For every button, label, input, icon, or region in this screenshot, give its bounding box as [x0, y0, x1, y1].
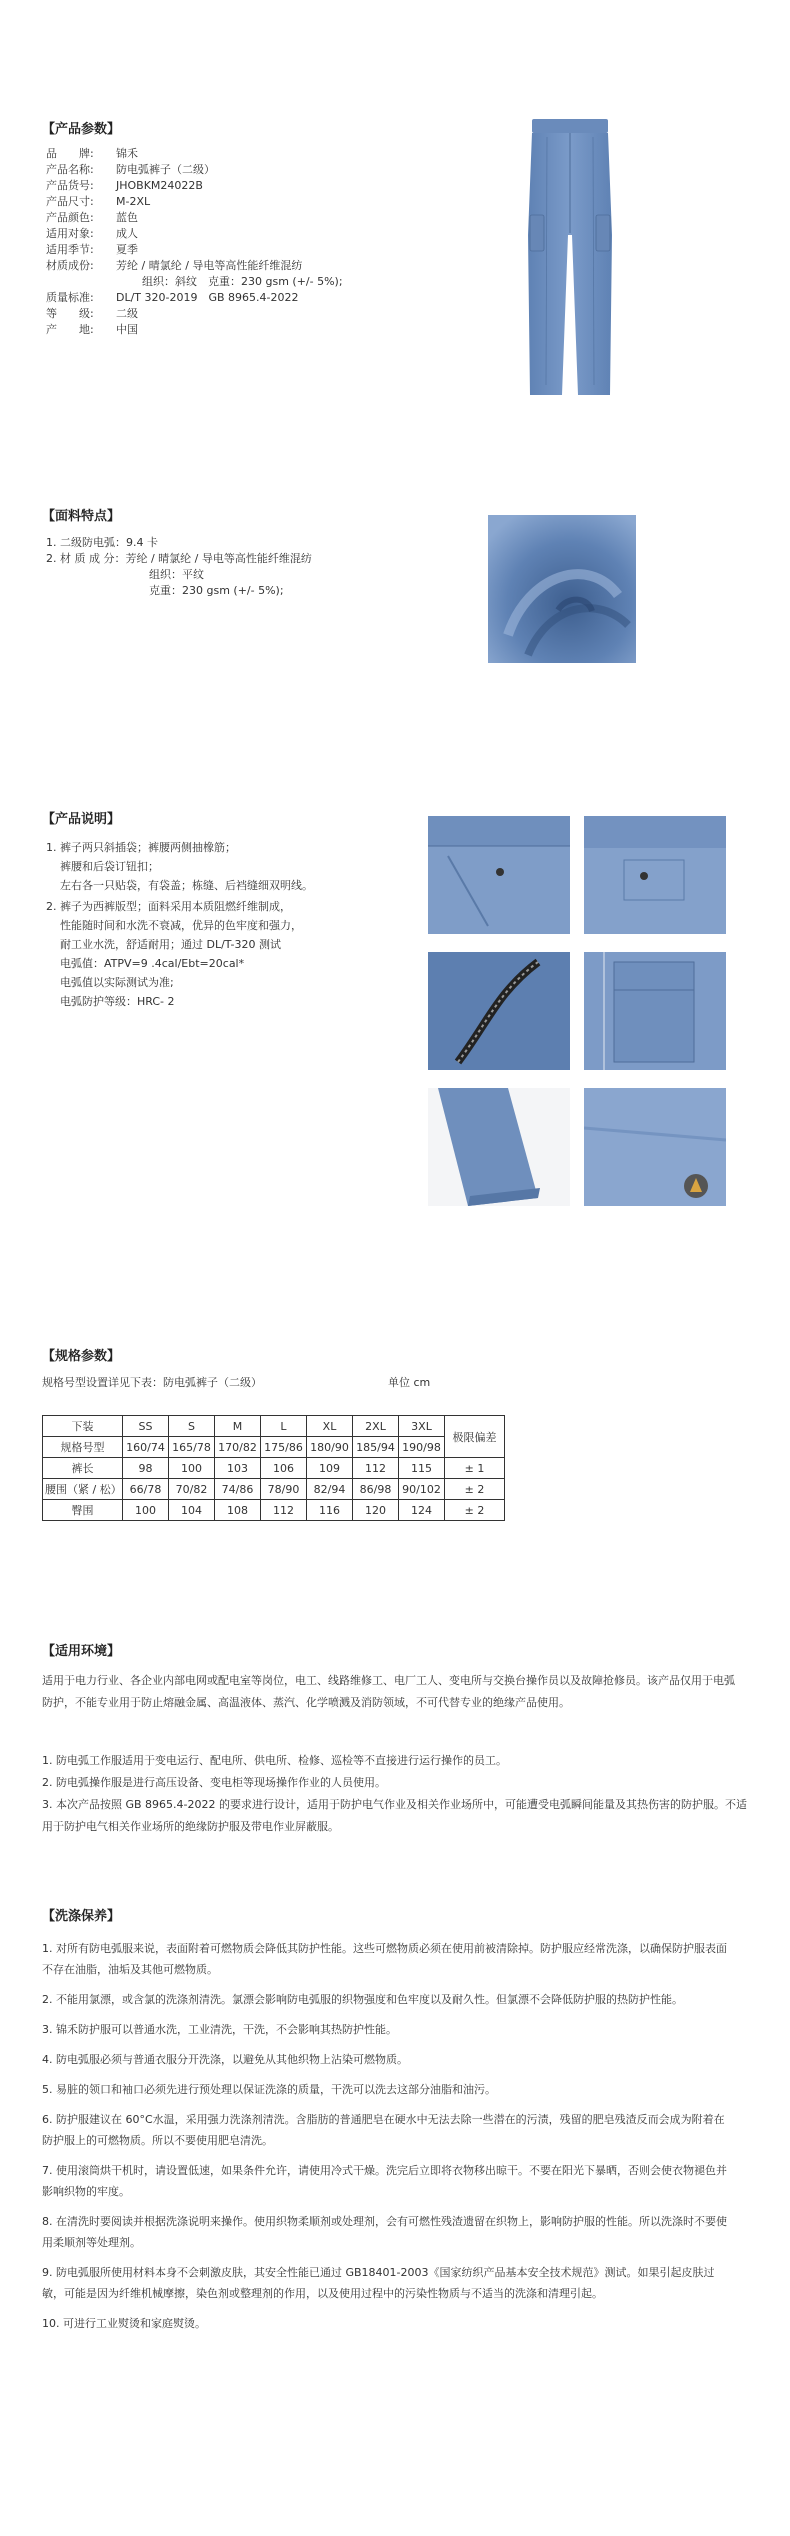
table-cell: 108	[215, 1500, 261, 1521]
table-cell: M	[215, 1416, 261, 1437]
desc-line-2: 裤腰和后袋订钮扣；	[60, 860, 159, 873]
param-row-sku: 产品货号: JHOBKM24022B	[46, 179, 203, 192]
detail-image-side-pocket	[584, 952, 726, 1070]
table-cell: 170/82	[215, 1437, 261, 1458]
table-cell: 74/86	[215, 1479, 261, 1500]
detail-image-zipper	[428, 952, 570, 1070]
table-cell: L	[261, 1416, 307, 1437]
table-cell: 100	[169, 1458, 215, 1479]
env-item-2: 2. 防电弧操作服是进行高压设备、变电柜等现场操作作业的人员使用。	[42, 1776, 386, 1789]
table-row	[43, 1458, 505, 1479]
env-list	[42, 1750, 752, 1838]
fabric-line-material: 2. 材 质 成 分：芳纶 / 晴氯纶 / 导电等高性能纤维混纺	[46, 552, 312, 565]
table-cell: 90/102	[399, 1479, 445, 1500]
param-row-grade: 等 级: 二级	[46, 307, 138, 320]
care-item-9: 9. 防电弧服所使用材料本身不会刺激皮肤，其安全性能已通过 GB18401-2003《国家纺织产品基本安全技术规范》测试。如果引起皮肤过敏，可能是因为纤维机械摩擦，染色剂或整理剂的作用，以及使用过程中的污染性物质与不适当的洗涤和清理引起。	[42, 2266, 715, 2300]
param-row-color: 产品颜色: 蓝色	[46, 211, 138, 224]
table-cell: 下装	[43, 1416, 123, 1437]
table-cell: 112	[261, 1500, 307, 1521]
spec-note: 规格号型设置详见下表：防电弧裤子（二级）	[42, 1376, 262, 1389]
table-cell: 104	[169, 1500, 215, 1521]
table-cell: 3XL	[399, 1416, 445, 1437]
pants-product-image	[520, 115, 620, 400]
desc-line-8: 电弧值以实际测试为准;	[60, 976, 174, 989]
params-title: 【产品参数】	[42, 122, 121, 137]
care-item-3: 3. 锦禾防护服可以普通水洗，工业清洗，干洗，不会影响其热防护性能。	[42, 2023, 397, 2036]
param-row-size: 产品尺寸: M-2XL	[46, 195, 151, 208]
table-cell: 106	[261, 1458, 307, 1479]
detail-image-logo-patch	[584, 1088, 726, 1206]
fabric-line-weave: 组织：平纹	[149, 568, 204, 581]
size-spec-table	[42, 1415, 505, 1521]
detail-image-waist-front	[428, 816, 570, 934]
table-cell: 70/82	[169, 1479, 215, 1500]
care-title: 【洗涤保养】	[42, 1909, 121, 1924]
care-item-4: 4. 防电弧服必须与普通衣服分开洗涤，以避免从其他织物上沾染可燃物质。	[42, 2053, 408, 2066]
param-row-standard: 质量标准: DL/T 320-2019 GB 8965.4-2022	[46, 291, 299, 304]
table-cell: 66/78	[123, 1479, 169, 1500]
table-cell: 78/90	[261, 1479, 307, 1500]
param-row-season: 适用季节: 夏季	[46, 243, 138, 256]
desc-line-6: 耐工业水洗，舒适耐用；通过 DL/T-320 测试	[60, 938, 281, 951]
table-cell: 185/94	[353, 1437, 399, 1458]
table-row	[43, 1479, 505, 1500]
param-row-brand: 品 牌: 锦禾	[46, 147, 138, 160]
param-row-origin: 产 地: 中国	[46, 323, 138, 336]
desc-line-5: 性能随时间和水洗不衰减，优异的色牢度和强力，	[60, 919, 302, 932]
care-item-7: 7. 使用滚筒烘干机时，请设置低速，如果条件允许，请使用冷式干燥。洗完后立即将衣物移出晾干。不要在阳光下暴晒，否则会使衣物褪色并影响织物的牢度。	[42, 2164, 727, 2198]
fabric-title: 【面料特点】	[42, 509, 121, 524]
fabric-line-grade: 1. 二级防电弧：9.4 卡	[46, 536, 158, 549]
table-cell: 腰围（紧 / 松）	[43, 1479, 123, 1500]
detail-image-hem	[428, 1088, 570, 1206]
care-item-1: 1. 对所有防电弧服来说，表面附着可燃物质会降低其防护性能。这些可燃物质必须在使用前被清除掉。防护服应经常洗涤，以确保防护服表面不存在油脂，油垢及其他可燃物质。	[42, 1942, 727, 1976]
table-cell: 100	[123, 1500, 169, 1521]
table-cell: 116	[307, 1500, 353, 1521]
fabric-swatch-image	[488, 515, 636, 663]
params-list	[46, 146, 343, 338]
spec-unit: 单位 cm	[388, 1376, 431, 1389]
table-cell: ± 1	[445, 1458, 505, 1479]
param-row-material: 材质成份: 芳纶 / 晴氯纶 / 导电等高性能纤维混纺	[46, 259, 303, 272]
table-cell: 124	[399, 1500, 445, 1521]
table-cell: 165/78	[169, 1437, 215, 1458]
param-row-weave: 组织：斜纹 克重：230 gsm (+/- 5%);	[142, 275, 343, 288]
table-cell: 2XL	[353, 1416, 399, 1437]
table-cell: S	[169, 1416, 215, 1437]
table-cell: 190/98	[399, 1437, 445, 1458]
fabric-line-weight: 克重：230 gsm (+/- 5%);	[149, 584, 284, 597]
table-cell: 115	[399, 1458, 445, 1479]
table-cell: SS	[123, 1416, 169, 1437]
desc-line-1: 1. 裤子两只斜插袋；裤腰两侧抽橡筋；	[46, 841, 236, 854]
table-cell: 175/86	[261, 1437, 307, 1458]
table-cell: 109	[307, 1458, 353, 1479]
detail-image-waist-back	[584, 816, 726, 934]
table-cell: 98	[123, 1458, 169, 1479]
env-item-1: 1. 防电弧工作服适用于变电运行、配电所、供电所、检修、巡检等不直接进行运行操作的员工。	[42, 1754, 507, 1767]
table-cell: 160/74	[123, 1437, 169, 1458]
desc-line-4: 2. 裤子为西裤版型；面料采用本质阻燃纤维制成，	[46, 900, 291, 913]
table-cell: 82/94	[307, 1479, 353, 1500]
table-cell: 180/90	[307, 1437, 353, 1458]
table-row	[43, 1416, 505, 1437]
desc-line-3: 左右各一只贴袋，有袋盖；栋缝、后裆缝细双明线。	[60, 879, 313, 892]
table-cell: XL	[307, 1416, 353, 1437]
param-row-target: 适用对象: 成人	[46, 227, 138, 240]
table-cell: 86/98	[353, 1479, 399, 1500]
table-cell: 103	[215, 1458, 261, 1479]
care-list	[42, 1938, 732, 2334]
care-item-10: 10. 可进行工业熨烫和家庭熨烫。	[42, 2317, 206, 2330]
table-cell: ± 2	[445, 1500, 505, 1521]
care-item-8: 8. 在清洗时要阅读并根据洗涤说明来操作。使用织物柔顺剂或处理剂，会有可燃性残渣遗留在织物上，影响防护服的性能。所以洗涤时不要使用柔顺剂等处理剂。	[42, 2215, 727, 2249]
desc-list	[46, 838, 313, 1011]
table-cell: 极限偏差	[445, 1416, 505, 1458]
spec-title: 【规格参数】	[42, 1349, 121, 1364]
care-item-2: 2. 不能用氯漂，或含氯的洗涤剂清洗。氯漂会影响防电弧服的织物强度和色牢度以及耐久性。但氯漂不会降低防护服的热防护性能。	[42, 1993, 683, 2006]
desc-title: 【产品说明】	[42, 812, 121, 827]
table-row	[43, 1437, 505, 1458]
table-cell: 裤长	[43, 1458, 123, 1479]
table-cell: 规格号型	[43, 1437, 123, 1458]
fabric-list	[46, 535, 312, 599]
care-item-6: 6. 防护服建议在 60°C水温，采用强力洗涤剂清洗。含脂肪的普通肥皂在硬水中无法去除一些潜在的污渍，残留的肥皂残渣反而会成为附着在防护服上的可燃物质。所以不要使用肥皂清洗。	[42, 2113, 725, 2147]
table-cell: 112	[353, 1458, 399, 1479]
env-item-3: 3. 本次产品按照 GB 8965.4-2022 的要求进行设计，适用于防护电气作业及相关作业场所中，可能遭受电弧瞬间能量及其热伤害的防护服。不适用于防护电气相关作业场所的绝缘防护服及带电作业屏蔽服。	[42, 1798, 748, 1833]
table-cell: 臀围	[43, 1500, 123, 1521]
desc-line-9: 电弧防护等级：HRC- 2	[60, 995, 175, 1008]
desc-line-7: 电弧值：ATPV=9 .4cal/Ebt=20cal*	[60, 957, 245, 970]
table-row	[43, 1500, 505, 1521]
param-row-name: 产品名称: 防电弧裤子（二级）	[46, 163, 215, 176]
env-title: 【适用环境】	[42, 1644, 121, 1659]
env-intro: 适用于电力行业、各企业内部电网或配电室等岗位，电工、线路维修工、电厂工人、变电所与交换台操作员以及故障抢修员。该产品仅用于电弧防护，不能专业用于防止熔融金属、高温液体、蒸汽、化学喷溅及消防领域，不可代替专业的绝缘产品使用。	[42, 1674, 735, 1709]
care-item-5: 5. 易脏的领口和袖口必须先进行预处理以保证洗涤的质量，干洗可以洗去这部分油脂和油污。	[42, 2083, 496, 2096]
table-cell: 120	[353, 1500, 399, 1521]
table-cell: ± 2	[445, 1479, 505, 1500]
